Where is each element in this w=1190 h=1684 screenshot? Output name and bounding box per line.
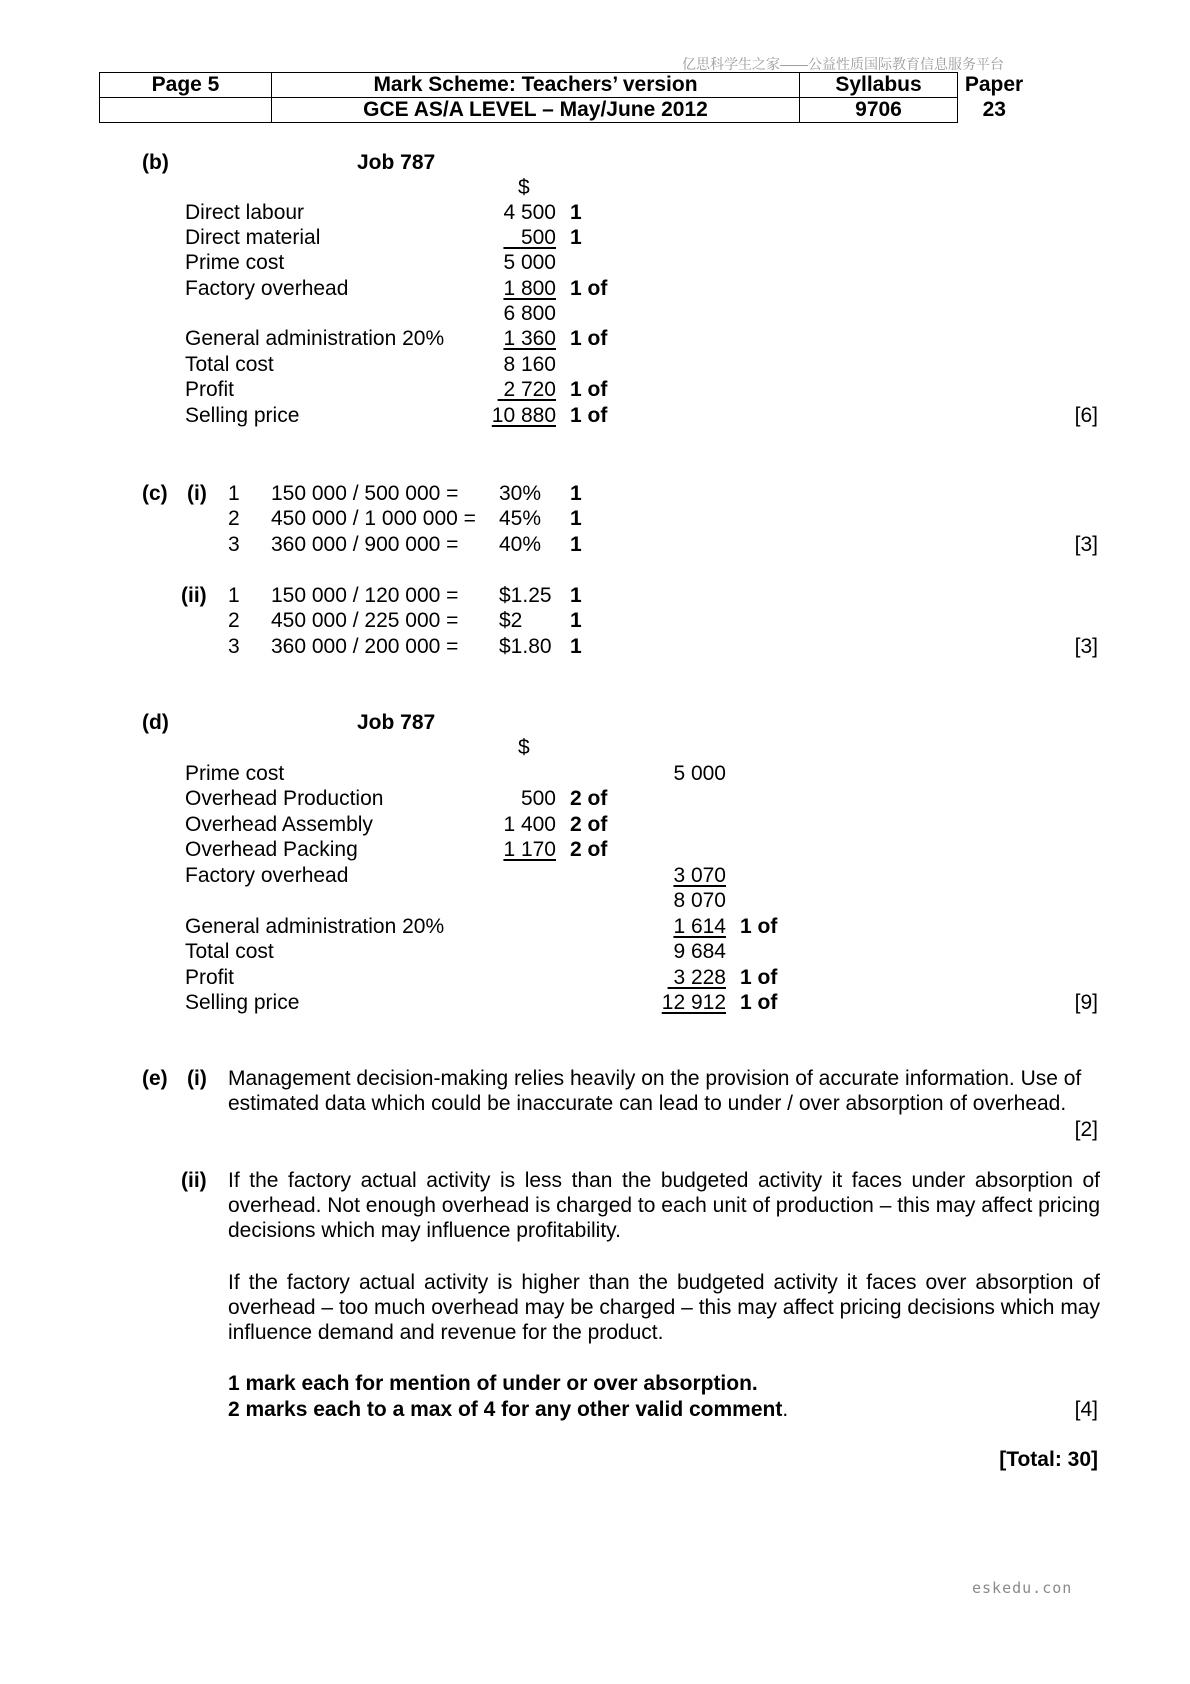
part-e-i-text: Management decision-making relies heavily on the provision of accurate information. Use of estimated data which could be inaccurate can lead to under / over absorption of overhead. [228, 1067, 1082, 1115]
row-result: $2 [499, 609, 523, 632]
part-d-row-mark: 2 of [570, 813, 608, 836]
part-d-row-mark: 1 of [740, 991, 778, 1014]
part-e-ii-paragraph-2: If the factory actual activity is higher than the budgeted activity it faces over absorption of overhead – too much overhead may be charged – this may affect pricing decisions which may influence demand and revenue for the product. [228, 1271, 1100, 1344]
header-title: Mark Scheme: Teachers’ version [272, 73, 800, 98]
part-d-row-label: General administration 20% [185, 915, 445, 938]
part-d-row-label: Total cost [185, 940, 274, 963]
part-d-row-mark: 2 of [570, 838, 608, 861]
part-b-row-amount: 2 720 [503, 378, 556, 401]
part-e-ii-guidance-1: 1 mark each for mention of under or over absorption. [228, 1372, 758, 1395]
part-d-currency: $ [518, 736, 530, 759]
part-c-i-total-marks: [3] [1074, 533, 1098, 556]
part-d-row-subtotal: 3 070 [673, 864, 726, 887]
part-d-row-subtotal: 1 614 [673, 915, 726, 938]
row-number: 1 [228, 482, 240, 505]
part-d-total-marks: [9] [1074, 991, 1098, 1014]
header-table [99, 72, 1031, 123]
row-mark: 1 [570, 533, 582, 556]
row-number: 3 [228, 533, 240, 556]
part-b-total-marks: [6] [1074, 404, 1098, 427]
part-e-i-total-marks: [2] [1074, 1118, 1098, 1141]
row-number: 3 [228, 635, 240, 658]
row-mark: 1 [570, 482, 582, 505]
part-b-row-mark: 1 of [570, 327, 608, 350]
part-b-title: Job 787 [357, 151, 436, 174]
part-d-row-label: Profit [185, 966, 235, 989]
part-d-row-subtotal: 3 228 [673, 966, 726, 989]
row-calculation: 150 000 / 120 000 = [271, 584, 459, 607]
part-b-row-label: Prime cost [185, 251, 285, 274]
part-b-row-mark: 1 of [570, 378, 608, 401]
part-d-row-mark: 2 of [570, 787, 608, 810]
part-b-row-amount: 500 [520, 226, 556, 249]
row-mark: 1 [570, 584, 582, 607]
part-b-row-amount: 1 360 [503, 327, 556, 350]
part-b-row-amount: 4 500 [503, 201, 556, 224]
row-calculation: 360 000 / 900 000 = [271, 533, 459, 556]
row-mark: 1 [570, 635, 582, 658]
row-calculation: 450 000 / 1 000 000 = [271, 507, 476, 530]
row-result: $1.25 [499, 584, 552, 607]
part-b-row-mark: 1 [570, 226, 582, 249]
part-d-row-label: Overhead Production [185, 787, 384, 810]
header-page: Page 5 [100, 73, 272, 98]
part-e-ii-total-marks: [4] [1074, 1398, 1098, 1421]
part-d-row-mark: 1 of [740, 966, 778, 989]
row-mark: 1 [570, 609, 582, 632]
part-e-i-label: (i) [187, 1067, 207, 1090]
part-b-row-label: Direct labour [185, 201, 305, 224]
part-b-currency: $ [518, 176, 530, 199]
row-number: 1 [228, 584, 240, 607]
part-b-row-amount: 8 160 [503, 353, 556, 376]
part-d-row-amount: 500 [520, 787, 556, 810]
header-paper-label: Paper [964, 73, 1024, 96]
row-mark: 1 [570, 507, 582, 530]
part-b-row-amount: 5 000 [503, 251, 556, 274]
row-number: 2 [228, 609, 240, 632]
grand-total: [Total: 30] [999, 1448, 1098, 1471]
part-d-row-subtotal: 12 912 [661, 991, 726, 1014]
row-result: 40% [499, 533, 542, 556]
part-b-row-amount: 1 800 [503, 277, 556, 300]
row-calculation: 450 000 / 225 000 = [271, 609, 459, 632]
part-b-row-label: Factory overhead [185, 277, 349, 300]
part-b-row-amount: 6 800 [503, 302, 556, 325]
part-c-ii-total-marks: [3] [1074, 635, 1098, 658]
header-syllabus-label: Syllabus [800, 73, 958, 98]
part-d-title: Job 787 [357, 711, 436, 734]
part-c-ii-label: (ii) [181, 584, 207, 607]
part-d-label: (d) [142, 711, 169, 734]
part-b-label: (b) [142, 151, 169, 174]
row-calculation: 360 000 / 200 000 = [271, 635, 459, 658]
row-result: 30% [499, 482, 542, 505]
part-b-row-label: Profit [185, 378, 235, 401]
part-d-row-label: Factory overhead [185, 864, 349, 887]
part-d-row-amount: 1 170 [503, 838, 556, 861]
row-result: $1.80 [499, 635, 552, 658]
part-e-label: (e) [142, 1067, 168, 1090]
part-d-row-label: Overhead Assembly [185, 813, 373, 836]
part-d-row-amount: 1 400 [503, 813, 556, 836]
header-syllabus-code: 9706 [800, 98, 958, 123]
part-d-row-mark: 1 of [740, 915, 778, 938]
part-d-row-label: Prime cost [185, 762, 285, 785]
header-page-blank [100, 98, 272, 123]
row-number: 2 [228, 507, 240, 530]
part-b-row-mark: 1 [570, 201, 582, 224]
row-calculation: 150 000 / 500 000 = [271, 482, 459, 505]
header-subtitle: GCE AS/A LEVEL – May/June 2012 [272, 98, 800, 123]
part-e-ii-paragraph-1: If the factory actual activity is less than the budgeted activity it faces under absorption of overhead. Not enough overhead is charged to each unit of production – this may affect pricing decisions which may influence profitability. [228, 1169, 1100, 1242]
part-e-ii-label: (ii) [181, 1169, 207, 1192]
part-b-row-mark: 1 of [570, 277, 608, 300]
part-d-row-subtotal: 8 070 [673, 889, 726, 912]
row-result: 45% [499, 507, 542, 530]
part-e-ii-guidance-2: 2 marks each to a max of 4 for any other valid comment. [228, 1398, 789, 1421]
part-c-label: (c) [142, 482, 168, 505]
part-b-row-label: Total cost [185, 353, 274, 376]
part-b-row-label: Direct material [185, 226, 321, 249]
part-d-row-label: Overhead Packing [185, 838, 358, 861]
part-b-row-label: General administration 20% [185, 327, 445, 350]
part-d-row-subtotal: 5 000 [673, 762, 726, 785]
part-b-row-amount: 10 880 [491, 404, 556, 427]
header-paper-number: 23 [982, 98, 1006, 121]
part-d-row-label: Selling price [185, 991, 300, 1014]
part-d-row-subtotal: 9 684 [673, 940, 726, 963]
part-b-row-mark: 1 of [570, 404, 608, 427]
part-c-i-label: (i) [187, 482, 207, 505]
watermark-top: 亿思科学生之家——公益性质国际教育信息服务平台 [682, 56, 1004, 72]
part-b-row-label: Selling price [185, 404, 300, 427]
watermark-bottom: eskedu.con [972, 1579, 1073, 1597]
